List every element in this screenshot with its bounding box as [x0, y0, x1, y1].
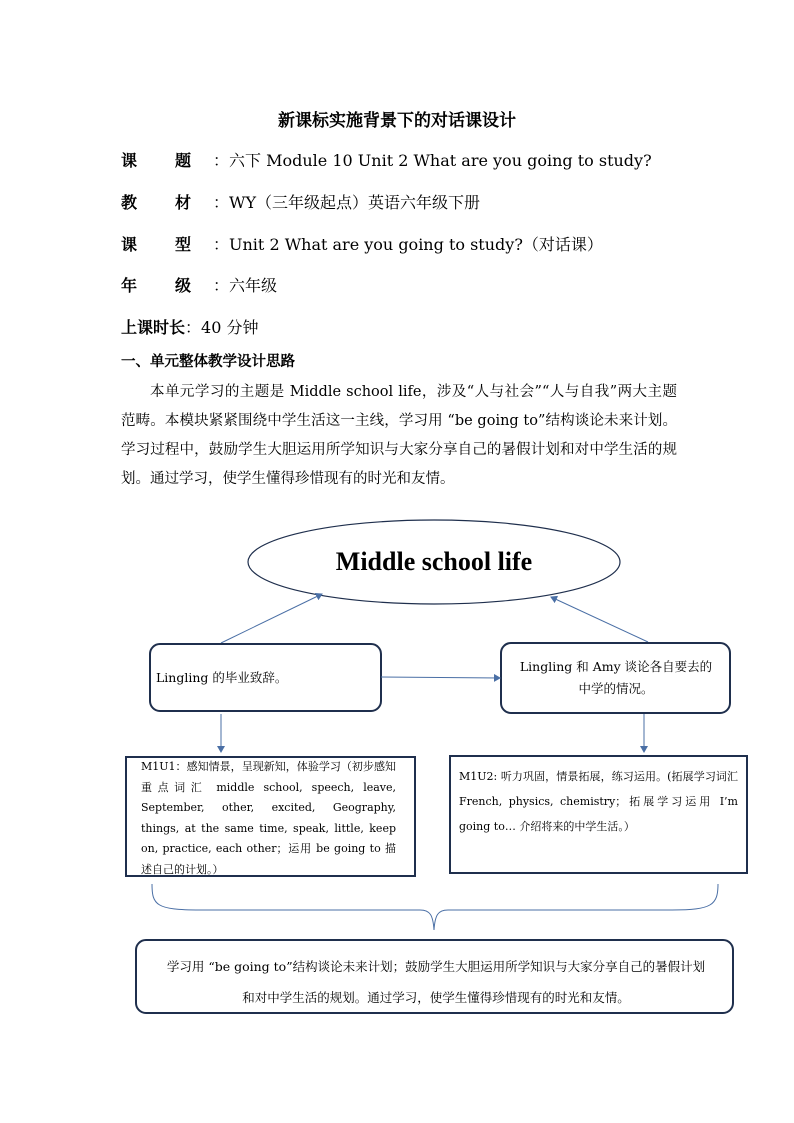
meta-row-type: 课 型 ：Unit 2 What are you going to study?（对话课）: [121, 232, 603, 255]
meta-label: 年 级: [121, 276, 192, 295]
summary-text: 学习用 “be going to”结构谈论未来计划；鼓励学生大胆运用所学知识与大家分享自己的暑假计划和对中学生活的规划。通过学习，使学生懂得珍惜现有的时光和友情。: [166, 959, 706, 1005]
meta-row-topic: 课 题 ：六下 Module 10 Unit 2 What are you going to study?: [121, 148, 652, 171]
meta-label: 教 材: [121, 193, 192, 212]
meta-label: 课 型: [121, 235, 192, 254]
brace: [152, 884, 718, 930]
meta-label: 上课时长: [121, 318, 186, 337]
meta-value: WY（三年级起点）英语六年级下册: [229, 193, 481, 212]
center-label: Middle school life: [335, 547, 533, 576]
meta-value: Unit 2 What are you going to study?（对话课）: [229, 235, 603, 254]
arrow-right-to-center: [551, 597, 648, 642]
m1u1-text: M1U1：感知情景，呈现新知，体验学习（初步感知重点词汇 middle school, speech, leave, September, other, excited, Geography, things, at the same time, speak, little, keep on, practice, each other；运用 be going to 描述自己的计划。）: [141, 760, 396, 876]
arrow-left-to-right: [381, 677, 500, 678]
left-box-text: Lingling 的毕业致辞。: [156, 670, 288, 685]
meta-value: 六下 Module 10 Unit 2 What are you going to study?: [229, 151, 652, 170]
meta-value: 40 分钟: [201, 318, 259, 337]
right-box-text: Lingling 和 Amy 谈论各自要去的中学的情况。: [519, 659, 713, 696]
meta-label: 课 题: [121, 151, 192, 170]
section-heading: 一、单元整体教学设计思路: [121, 353, 295, 370]
meta-row-textbook: 教 材 ：WY（三年级起点）英语六年级下册: [121, 190, 480, 213]
meta-row-grade: 年 级 ：六年级: [121, 273, 277, 296]
page-title: 新课标实施背景下的对话课设计: [278, 111, 516, 131]
arrow-left-to-center: [221, 594, 322, 643]
meta-row-duration: 上课时长：40 分钟: [121, 315, 258, 338]
meta-value: 六年级: [229, 276, 278, 295]
m1u2-text: M1U2: 听力巩固，情景拓展，练习运用。(拓展学习词汇 French, physics, chemistry；拓展学习运用 I’m going to… 介绍将来的中学生活。）: [459, 770, 738, 833]
intro-paragraph: 本单元学习的主题是 Middle school life，涉及“人与社会”“人与自我”两大主题范畴。本模块紧紧围绕中学生活这一主线，学习用 “be going to”结构谈论未来计划。学习过程中，鼓励学生大胆运用所学知识与大家分享自己的暑假计划和对中学生活的规划。通过学习，使学生懂得珍惜现有的时光和友情。: [121, 384, 677, 487]
